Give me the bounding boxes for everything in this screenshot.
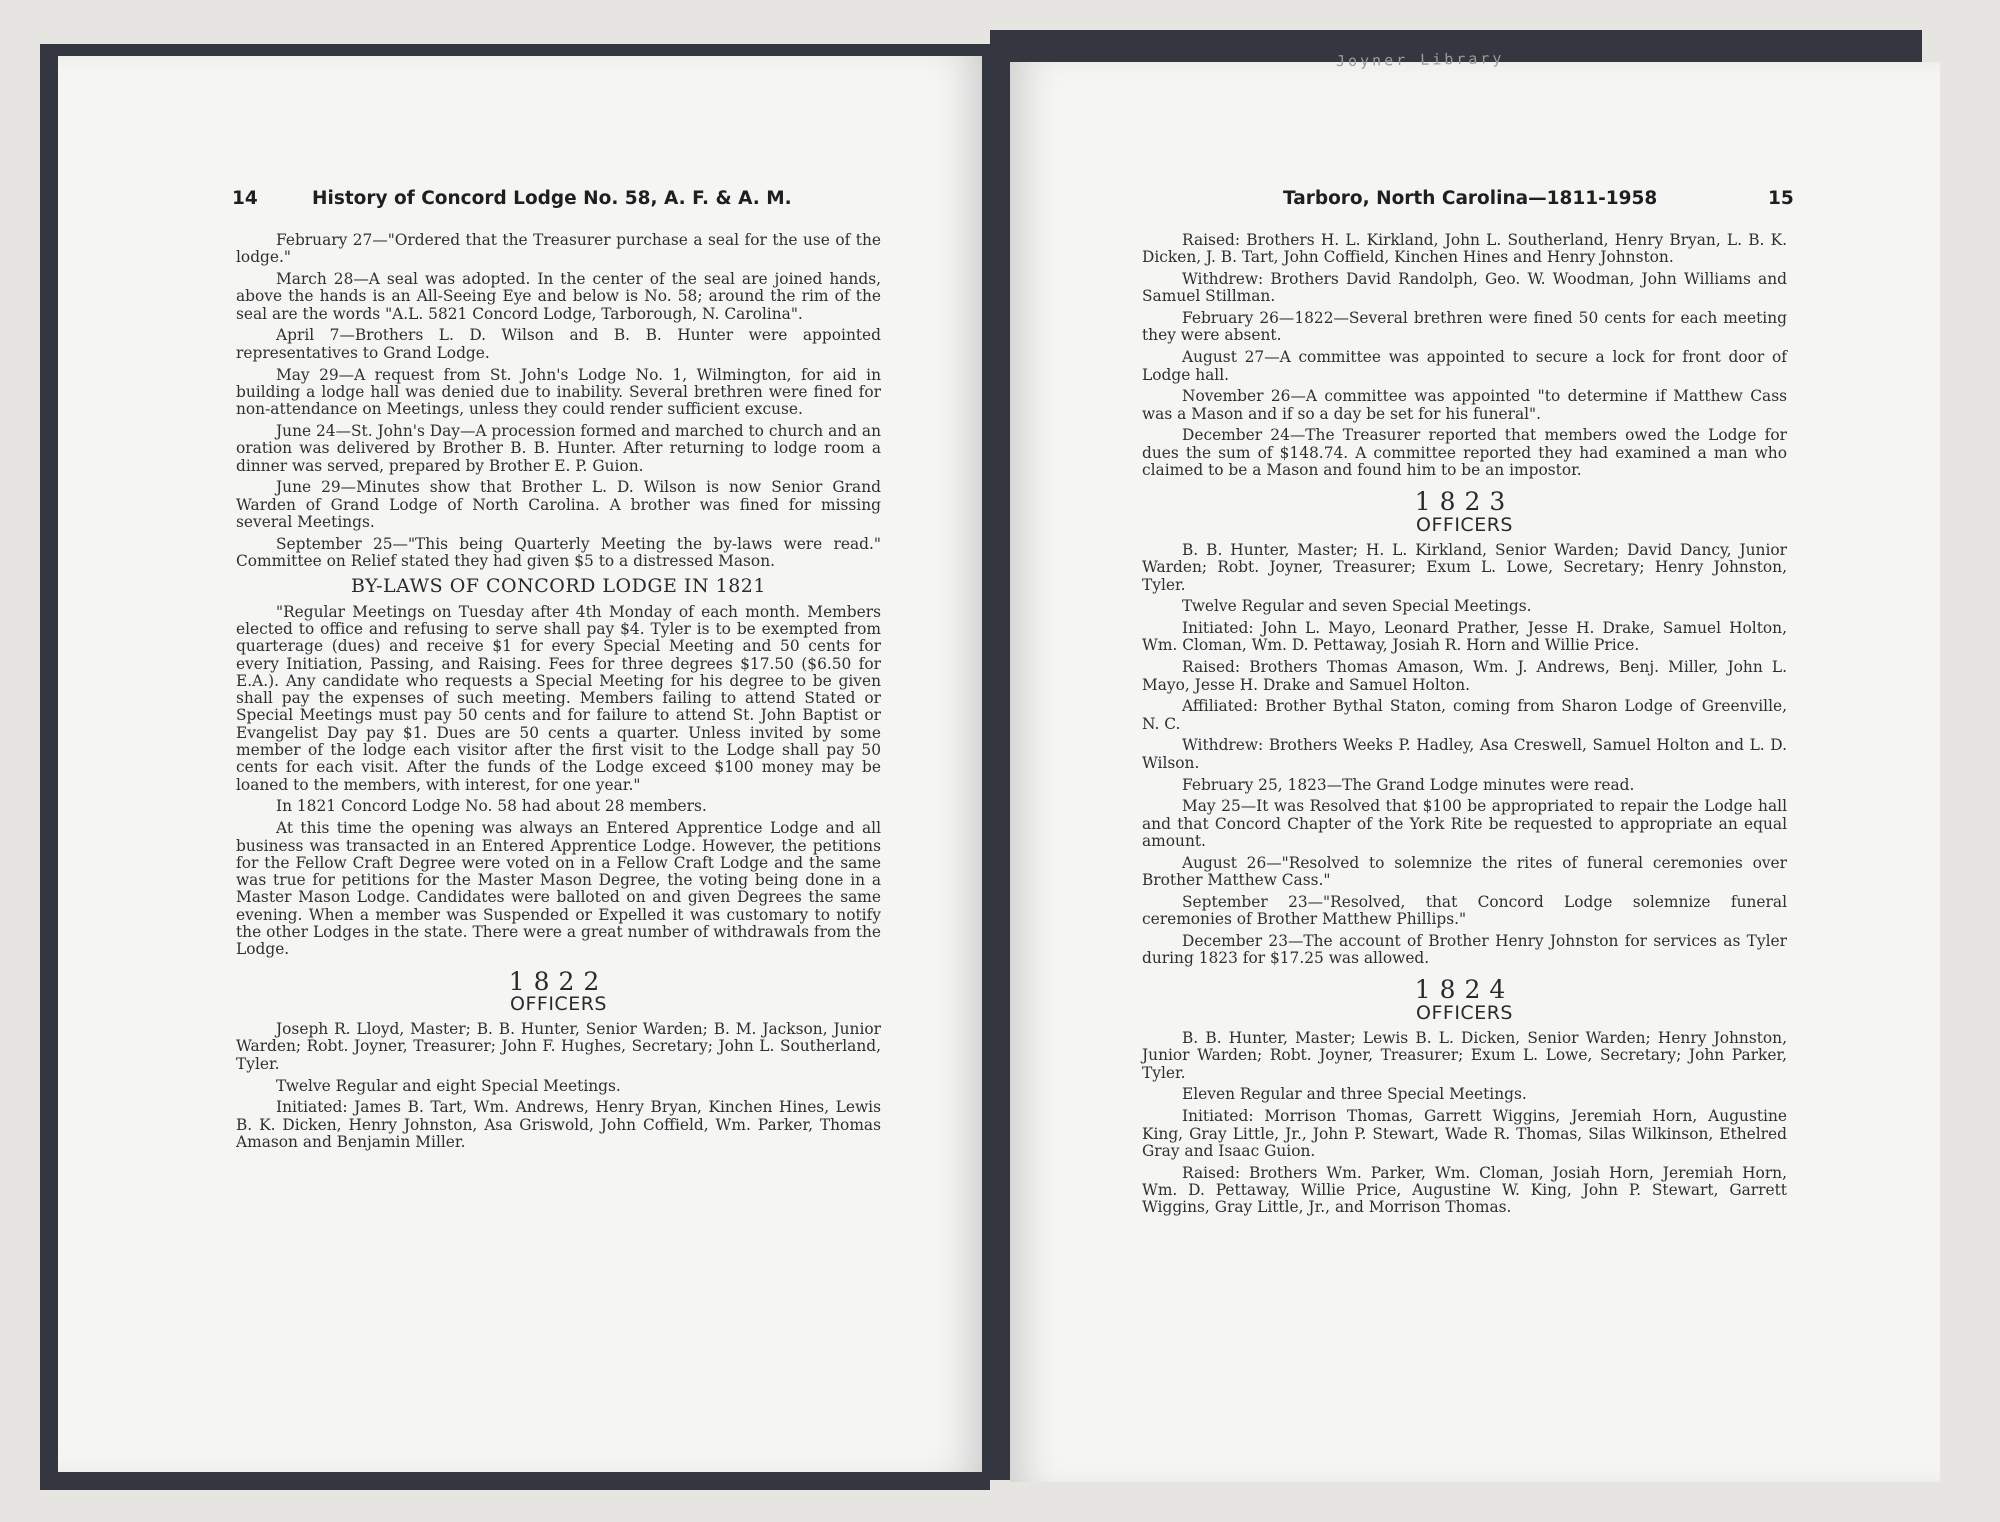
- paragraph: Raised: Brothers Wm. Parker, Wm. Cloman, Josiah Horn, Jeremiah Horn, Wm. D. Pettaway, Willie Price, Augustine W. King, John P. Stewart, Garrett Wiggins, Gray Little, Jr., and Morrison Thomas.: [1142, 1163, 1787, 1217]
- paragraph: June 24—St. John's Day—A procession formed and marched to church and an oration was delivered by Brother B. B. Hunter. After returning to lodge room a dinner was served, prepared by Brother E. P. Guion.: [236, 421, 881, 475]
- paragraph: March 28—A seal was adopted. In the center of the seal are joined hands, above the hands is an All-Seeing Eye and below is No. 58; around the rim of the seal are the words "A.L. 5821 Concord Lodge, Tarborough, N. Carolina".: [236, 270, 881, 323]
- year-heading-1822: 1822: [508, 966, 609, 996]
- officers-heading-1823: OFFICERS: [1416, 513, 1513, 536]
- paragraph: Joseph R. Lloyd, Master; B. B. Hunter, Senior Warden; B. M. Jackson, Junior Warden; Robt. Joyner, Treasurer; John F. Hughes, Secretary; John L. Southerland, Tyler.: [236, 1020, 881, 1073]
- left-running-header: History of Concord Lodge No. 58, A. F. & A. M.: [312, 188, 792, 209]
- paragraph: Raised: Brothers H. L. Kirkland, John L. Southerland, Henry Bryan, L. B. K. Dicken, J. B. Tart, John Coffield, Kinchen Hines and Henry Johnston.: [1142, 231, 1787, 267]
- left-page-body: [236, 232, 881, 1156]
- library-stamp: Joyner Library: [1335, 49, 1505, 71]
- paragraph: Twelve Regular and seven Special Meetings.: [1182, 597, 1532, 616]
- paragraph: February 27—"Ordered that the Treasurer purchase a seal for the use of the lodge.": [236, 231, 881, 267]
- officers-heading-1822: OFFICERS: [510, 992, 607, 1015]
- paragraph: "Regular Meetings on Tuesday after 4th Monday of each month. Members elected to office and refusing to serve shall pay $4. Tyler is to be exempted from quarterage (dues) and receive $1 for every Special Meeting and 50 cents for every Initiation, Passing, and Raising. Fees for three degrees $17.50 ($6.50 for E.A.). Any candidate who requests a Special Meeting for his degree to be given shall pay the expenses of such meeting. Members failing to attend Stated or Special Meetings must pay 50 cents and for failure to attend St. John Baptist or Evangelist Day pay $1. Dues are 50 cents a quarter. Unless invited by some member of the lodge each visitor after the first visit to the Lodge shall pay 50 cents for each visit. After the funds of the Lodge exceed $100 money may be loaned to the members, with interest, for one year.": [236, 602, 881, 794]
- paragraph: December 23—The account of Brother Henry Johnston for services as Tyler during 1823 for $17.25 was allowed.: [1142, 931, 1787, 968]
- right-page-number: 15: [1768, 188, 1794, 209]
- paragraph: Eleven Regular and three Special Meetings.: [1182, 1085, 1527, 1104]
- paragraph: December 24—The Treasurer reported that members owed the Lodge for dues the sum of $148.74. A committee reported they had examined a man who claimed to be a Mason and found him to be an impostor.: [1142, 426, 1787, 480]
- paragraph: B. B. Hunter, Master; Lewis B. L. Dicken, Senior Warden; Henry Johnston, Junior Warden; Robt. Joyner, Treasurer; Exum L. Lowe, Secretary; John Parker, Tyler.: [1142, 1029, 1787, 1082]
- paragraph: Withdrew: Brothers David Randolph, Geo. W. Woodman, John Williams and Samuel Stillman.: [1142, 270, 1787, 306]
- paragraph: February 25, 1823—The Grand Lodge minutes were read.: [1182, 775, 1635, 794]
- officers-heading-1824: OFFICERS: [1416, 1001, 1513, 1024]
- paragraph: April 7—Brothers L. D. Wilson and B. B. Hunter were appointed representatives to Grand Lodge.: [236, 326, 881, 362]
- paragraph: June 29—Minutes show that Brother L. D. Wilson is now Senior Grand Warden of Grand Lodge of North Carolina. A brother was fined for missing several Meetings.: [236, 478, 881, 531]
- paragraph: B. B. Hunter, Master; H. L. Kirkland, Senior Warden; David Dancy, Junior Warden; Robt. Joyner, Treasurer; Exum L. Lowe, Secretary; Henry Johnston, Tyler.: [1142, 540, 1787, 594]
- paragraph: February 26—1822—Several brethren were fined 50 cents for each meeting they were absent.: [1142, 309, 1787, 345]
- paragraph: In 1821 Concord Lodge No. 58 had about 28 members.: [276, 797, 707, 816]
- paragraph: Initiated: John L. Mayo, Leonard Prather, Jesse H. Drake, Samuel Holton, Wm. Cloman, Wm. D. Pettaway, Josiah R. Horn and Willie Price.: [1142, 619, 1787, 655]
- paragraph: August 27—A committee was appointed to secure a lock for front door of Lodge hall.: [1142, 348, 1787, 384]
- right-running-header: Tarboro, North Carolina—1811-1958: [1283, 188, 1658, 209]
- paragraph: Initiated: James B. Tart, Wm. Andrews, Henry Bryan, Kinchen Hines, Lewis B. K. Dicken, Henry Johnston, Asa Griswold, John Coffield, Wm. Parker, Thomas Amason and Benjamin Miller.: [236, 1098, 881, 1151]
- paragraph: Withdrew: Brothers Weeks P. Hadley, Asa Creswell, Samuel Holton and L. D. Wilson.: [1142, 736, 1787, 772]
- paragraph: May 29—A request from St. John's Lodge No. 1, Wilmington, for aid in building a lodge hall was denied due to inability. Several brethren were fined for non-attendance on Meetings, unless they could render sufficient excuse.: [236, 365, 881, 419]
- year-heading-1824: 1824: [1414, 975, 1515, 1005]
- section-heading-bylaws: BY-LAWS OF CONCORD LODGE IN 1821: [351, 575, 766, 598]
- paragraph: Raised: Brothers Thomas Amason, Wm. J. Andrews, Benj. Miller, John L. Mayo, Jesse H. Drake and Samuel Holton.: [1142, 658, 1787, 694]
- paragraph: November 26—A committee was appointed "to determine if Matthew Cass was a Mason and if so a day be set for his funeral".: [1142, 387, 1787, 423]
- paragraph: Twelve Regular and eight Special Meetings.: [276, 1076, 621, 1095]
- paragraph: Initiated: Morrison Thomas, Garrett Wiggins, Jeremiah Horn, Augustine King, Gray Little, Jr., John P. Stewart, Wade R. Thomas, Silas Wilkinson, Ethelred Gray and Isaac Guion.: [1142, 1107, 1787, 1160]
- paragraph: Affiliated: Brother Bythal Staton, coming from Sharon Lodge of Greenville, N. C.: [1142, 697, 1787, 733]
- left-page-number: 14: [232, 188, 258, 209]
- paragraph: At this time the opening was always an Entered Apprentice Lodge and all business was transacted in an Entered Apprentice Lodge. However, the petitions for the Fellow Craft Degree were voted on in a Fellow Craft Lodge and the same was true for petitions for the Master Mason Degree, the voting being done in a Master Mason Lodge. Candidates were balloted on and given Degrees the same evening. When a member was Suspended or Expelled it was customary to notify the other Lodges in the state. There were a great number of withdrawals from the Lodge.: [236, 819, 881, 959]
- year-heading-1823: 1823: [1414, 487, 1515, 517]
- paragraph: May 25—It was Resolved that $100 be appropriated to repair the Lodge hall and that Concord Chapter of the York Rite be requested to appropriate an equal amount.: [1142, 797, 1787, 850]
- right-page-body: [1142, 232, 1787, 1221]
- paragraph: September 25—"This being Quarterly Meeting the by-laws were read." Committee on Relief stated they had given $5 to a distressed Mason.: [236, 534, 881, 571]
- paragraph: September 23—"Resolved, that Concord Lodge solemnize funeral ceremonies of Brother Matthew Phillips.": [1142, 892, 1787, 929]
- paragraph: August 26—"Resolved to solemnize the rites of funeral ceremonies over Brother Matthew Cass.": [1142, 853, 1787, 889]
